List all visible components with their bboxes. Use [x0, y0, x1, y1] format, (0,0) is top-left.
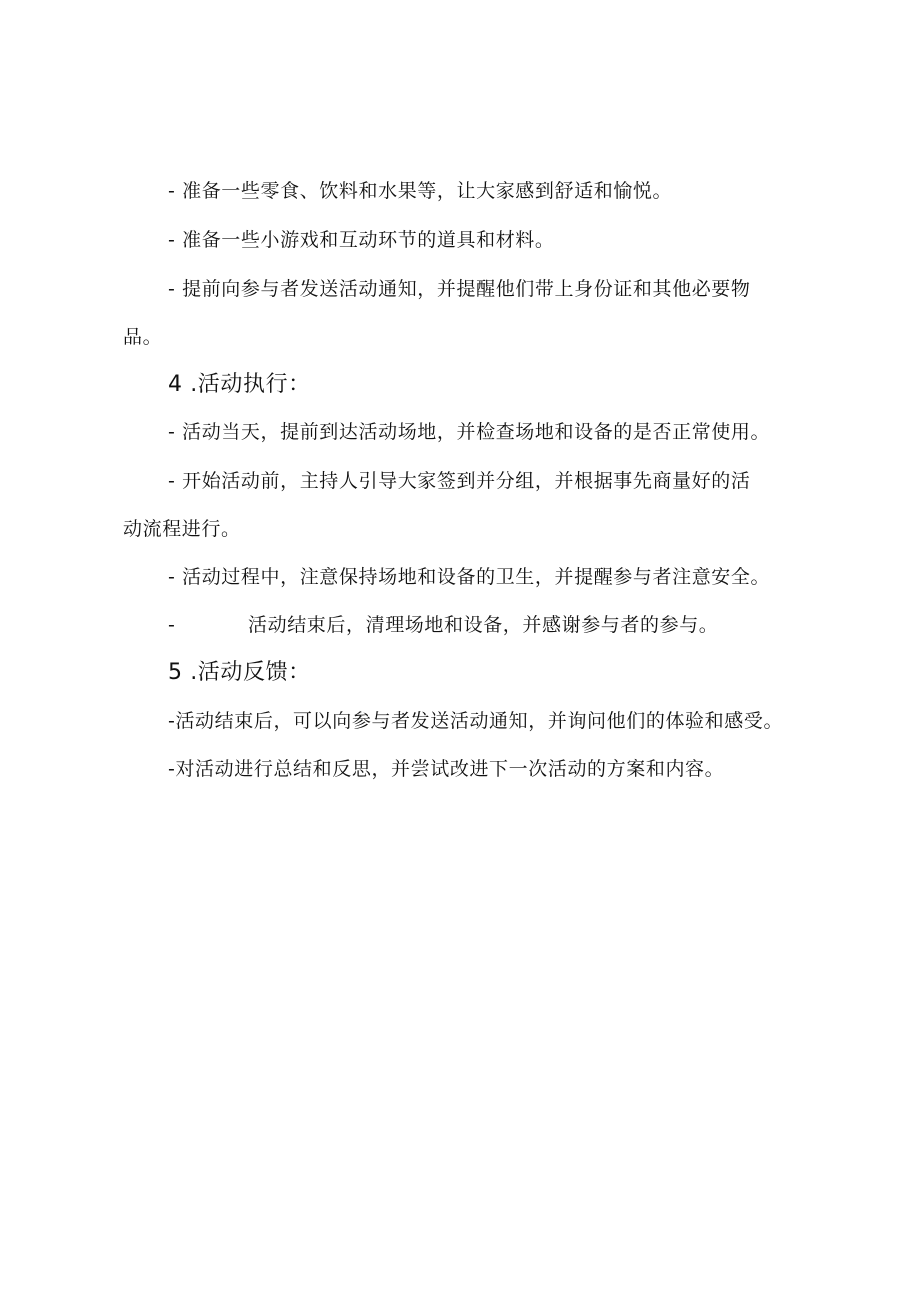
bullet-day-of: - 活动当天，提前到达活动场地，并检查场地和设备的是否正常使用。: [168, 421, 771, 443]
bullet-feedback-review: -对活动进行总结和反思，并尝试改进下一次活动的方案和内容。: [168, 758, 725, 780]
bullet-snacks: - 准备一些零食、饮料和水果等，让大家感到舒适和愉悦。: [168, 180, 673, 202]
bullet-start: - 开始活动前，主持人引导大家签到并分组，并根据事先商量好的活: [168, 470, 751, 492]
bullet-end-text: 活动结束后，清理场地和设备，并感谢参与者的参与。: [248, 614, 719, 636]
section-heading-feedback: 5 .活动反馈：: [168, 660, 311, 685]
bullet-notify: - 提前向参与者发送活动通知，并提醒他们带上身份证和其他必要物: [168, 278, 751, 300]
bullet-feedback-ask: -活动结束后，可以向参与者发送活动通知，并询问他们的体验和感受。: [168, 710, 784, 732]
bullet-end-dash: -: [168, 614, 176, 636]
bullet-notify-cont: 品。: [123, 326, 163, 348]
bullet-games: - 准备一些小游戏和互动环节的道具和材料。: [168, 229, 555, 251]
bullet-start-cont: 动流程进行。: [123, 518, 241, 540]
section-heading-execution: 4 .活动执行：: [168, 372, 311, 397]
bullet-during: - 活动过程中，注意保持场地和设备的卫生，并提醒参与者注意安全。: [168, 566, 771, 588]
